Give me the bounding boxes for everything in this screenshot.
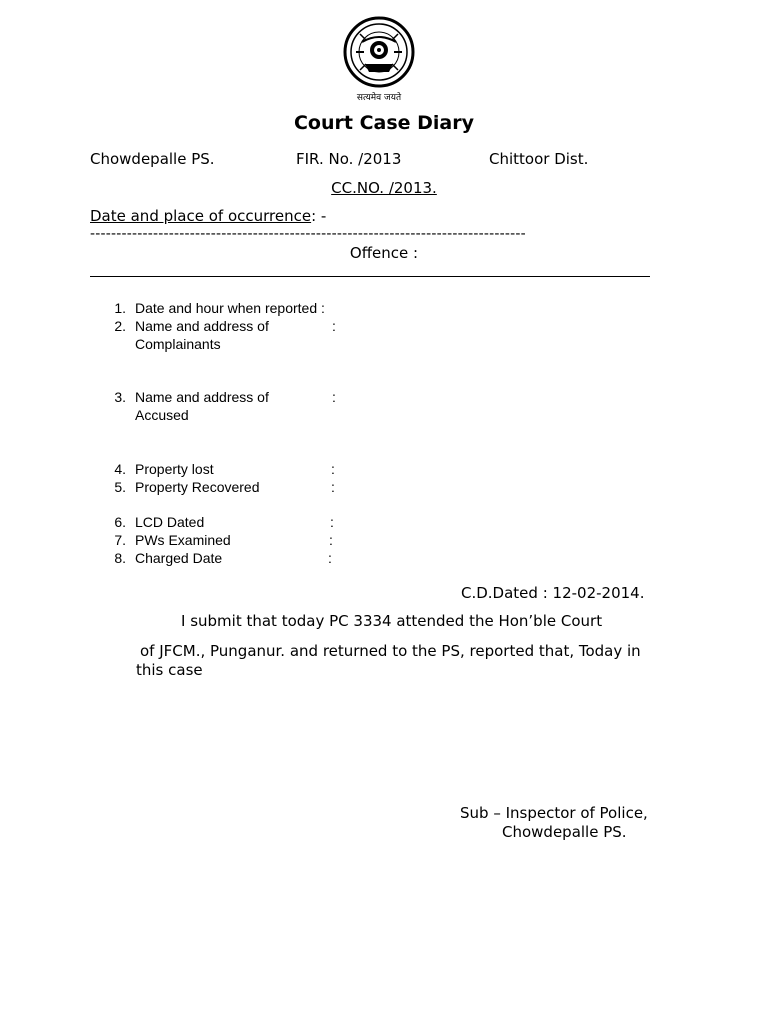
signature-designation: Sub – Inspector of Police,: [460, 804, 648, 822]
field-7-label: PWs Examined: [135, 532, 231, 548]
cd-dated: C.D.Dated : 12-02-2014.: [461, 584, 645, 602]
emblem-motto: सत्यमेव जयते: [356, 93, 402, 103]
date-place-suffix: : -: [311, 207, 327, 225]
field-3-colon: :: [332, 389, 336, 405]
field-1-label: Date and hour when reported :: [135, 300, 325, 316]
field-7-number: 7.: [114, 532, 126, 548]
field-5-number: 5.: [114, 479, 126, 495]
date-place-of-occurrence: [90, 207, 326, 225]
field-5-colon: :: [331, 479, 335, 495]
diary-paragraph-line2: of JFCM., Punganur. and returned to the PS, reported that, Today in: [140, 642, 641, 660]
field-8-colon: :: [328, 550, 332, 566]
field-1-number: 1.: [114, 300, 126, 316]
field-6-colon: :: [330, 514, 334, 530]
fir-number: FIR. No. /2013: [296, 150, 402, 168]
field-8-number: 8.: [114, 550, 126, 566]
cc-number: CC.NO. /2013.: [331, 179, 437, 197]
state-emblem-icon: [334, 14, 424, 104]
field-2-label-line2: Complainants: [135, 336, 221, 352]
field-6-label: LCD Dated: [135, 514, 205, 530]
field-6-number: 6.: [114, 514, 126, 530]
offence-label: Offence :: [349, 244, 419, 262]
underline-separator: [90, 276, 650, 277]
field-3-label: Name and address of: [135, 389, 269, 405]
diary-paragraph-line1: I submit that today PC 3334 attended the Hon’ble Court: [181, 612, 603, 630]
field-8-label: Charged Date: [135, 550, 223, 566]
field-3-number: 3.: [114, 389, 126, 405]
field-4-number: 4.: [114, 461, 126, 477]
field-7-colon: :: [329, 532, 333, 548]
field-5-label: Property Recovered: [135, 479, 260, 495]
page-title: Court Case Diary: [293, 112, 475, 134]
date-place-label: Date and place of occurrence: [90, 207, 312, 225]
police-station: Chowdepalle PS.: [90, 150, 215, 168]
field-3-label-line2: Accused: [135, 407, 189, 423]
field-2-colon: :: [332, 318, 336, 334]
field-2-number: 2.: [114, 318, 126, 334]
diary-paragraph-line3: this case: [136, 661, 203, 679]
field-4-colon: :: [331, 461, 335, 477]
signature-station: Chowdepalle PS.: [502, 823, 627, 841]
field-4-label: Property lost: [135, 461, 214, 477]
field-2-label: Name and address of: [135, 318, 269, 334]
dashed-separator: -----------------------------------------------------------------------------------: [90, 226, 526, 242]
district: Chittoor Dist.: [489, 150, 589, 168]
